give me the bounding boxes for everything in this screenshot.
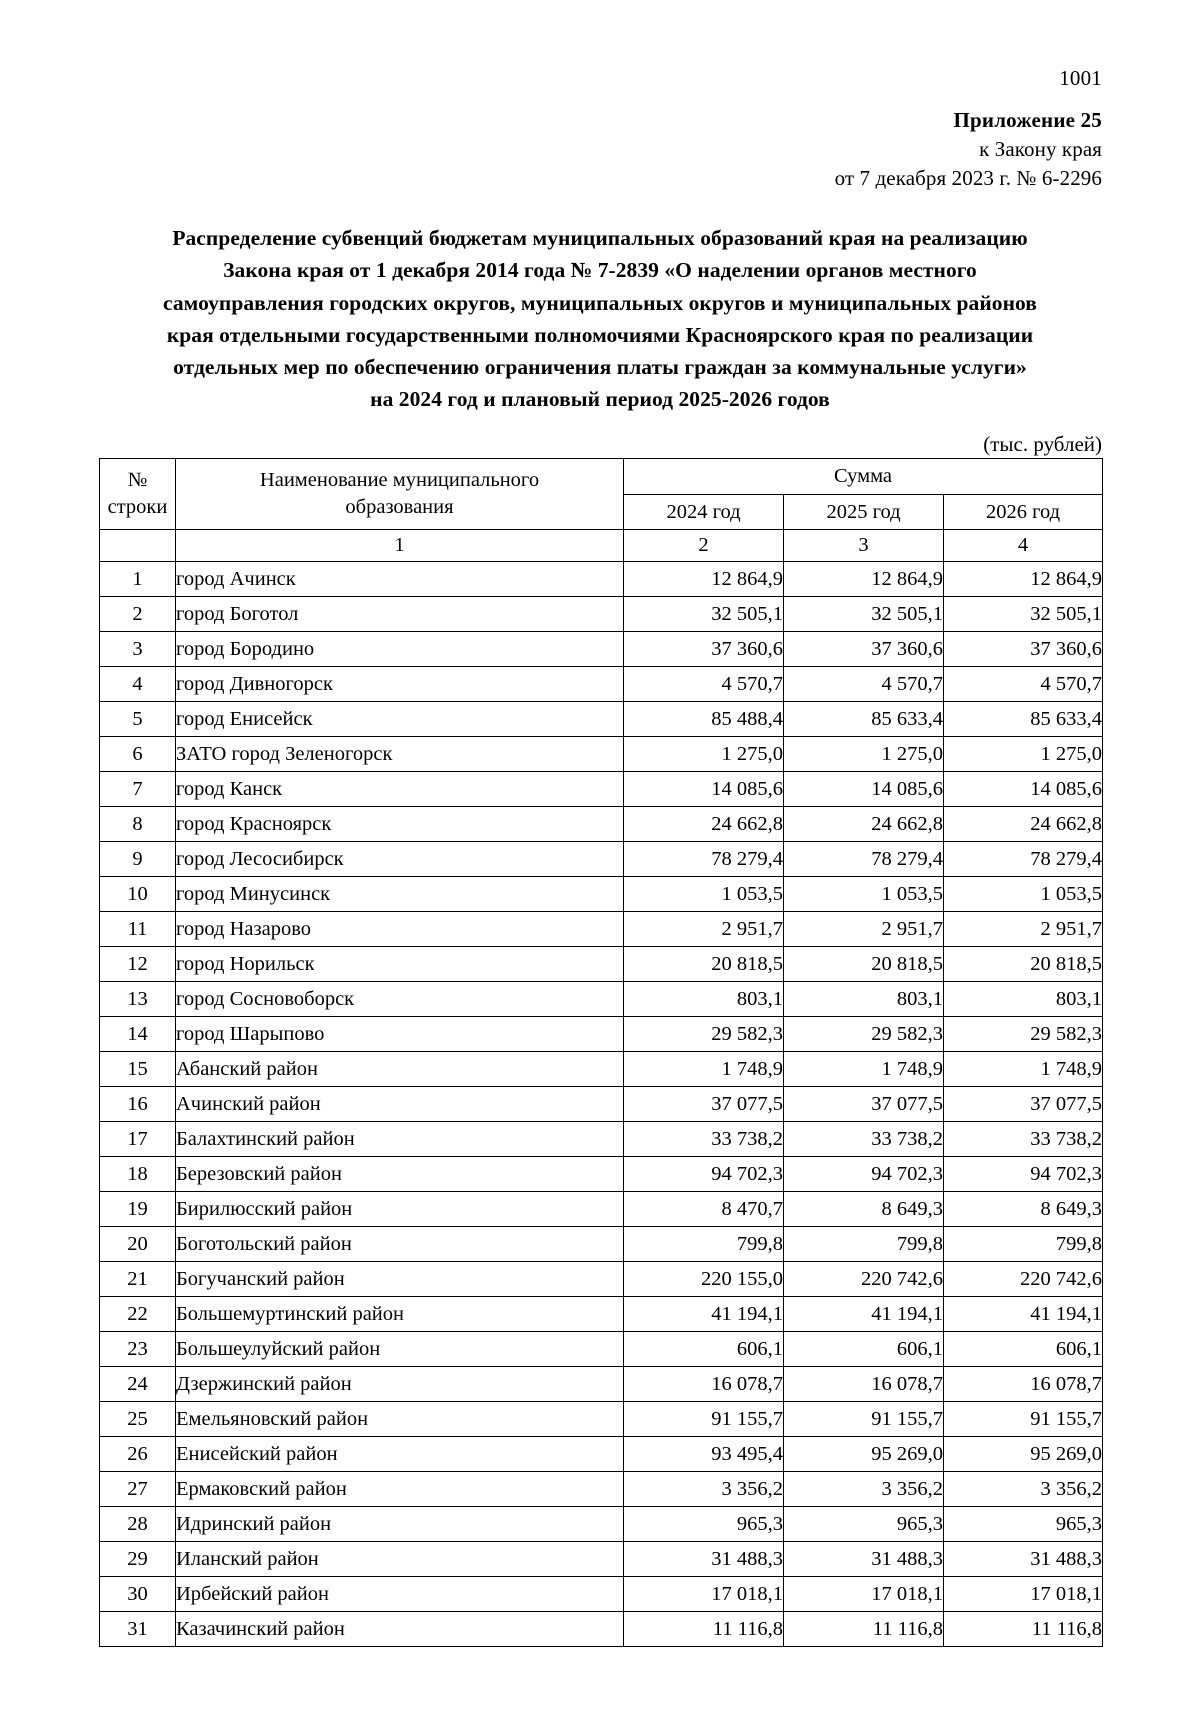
document-title-line-1: Распределение субвенций бюджетам муниципальных образований края на реализацию — [172, 226, 1028, 250]
amount-cell-2025: 14 085,6 — [784, 772, 944, 807]
table-row — [100, 1122, 1103, 1157]
row-number-cell: 28 — [100, 1507, 176, 1542]
amount-cell-2026: 1 053,5 — [944, 877, 1103, 912]
municipality-name-cell: Бирилюсский район — [176, 1192, 624, 1227]
row-number-cell: 4 — [100, 667, 176, 702]
document-title-line-5: отдельных мер по обеспечению ограничения платы граждан за коммунальные услуги» — [173, 355, 1027, 379]
amount-cell-2026: 803,1 — [944, 982, 1103, 1017]
amount-cell-2024: 4 570,7 — [624, 667, 784, 702]
amount-cell-2024: 803,1 — [624, 982, 784, 1017]
amount-cell-2025: 41 194,1 — [784, 1297, 944, 1332]
amount-cell-2026: 1 275,0 — [944, 737, 1103, 772]
municipality-name-cell: город Минусинск — [176, 877, 624, 912]
row-number-cell: 24 — [100, 1367, 176, 1402]
table-row — [100, 1542, 1103, 1577]
header-municipality-name — [176, 459, 624, 530]
table-row — [100, 597, 1103, 632]
amount-cell-2025: 85 633,4 — [784, 702, 944, 737]
table-row — [100, 702, 1103, 737]
row-number-cell: 22 — [100, 1297, 176, 1332]
header-row-number — [100, 459, 176, 530]
row-number-cell: 30 — [100, 1577, 176, 1612]
amount-cell-2025: 220 742,6 — [784, 1262, 944, 1297]
table-row — [100, 1367, 1103, 1402]
amount-cell-2024: 31 488,3 — [624, 1542, 784, 1577]
document-title-line-6: на 2024 год и плановый период 2025-2026 годов — [370, 387, 830, 412]
amount-cell-2025: 11 116,8 — [784, 1612, 944, 1647]
municipality-name-cell: Идринский район — [176, 1507, 624, 1542]
municipality-name-cell: Емельяновский район — [176, 1402, 624, 1437]
amount-cell-2026: 31 488,3 — [944, 1542, 1103, 1577]
units-note: (тыс. рублей) — [983, 432, 1102, 456]
amount-cell-2024: 8 470,7 — [624, 1192, 784, 1227]
subventions-table — [99, 458, 1103, 1647]
appendix-law-reference: к Закону края — [979, 136, 1102, 161]
amount-cell-2025: 1 053,5 — [784, 877, 944, 912]
table-row — [100, 1262, 1103, 1297]
amount-cell-2025: 37 077,5 — [784, 1087, 944, 1122]
table-head — [100, 459, 1103, 562]
municipality-name-cell: город Боготол — [176, 597, 624, 632]
row-number-cell: 10 — [100, 877, 176, 912]
appendix-title: Приложение 25 — [953, 108, 1102, 132]
table-row — [100, 1157, 1103, 1192]
amount-cell-2024: 93 495,4 — [624, 1437, 784, 1472]
row-number-cell: 31 — [100, 1612, 176, 1647]
row-number-cell: 5 — [100, 702, 176, 737]
column-number-4: 4 — [944, 530, 1103, 562]
row-number-cell: 17 — [100, 1122, 176, 1157]
column-number-3: 3 — [784, 530, 944, 562]
amount-cell-2026: 91 155,7 — [944, 1402, 1103, 1437]
header-year-2025: 2025 год — [784, 495, 944, 530]
amount-cell-2026: 8 649,3 — [944, 1192, 1103, 1227]
row-number-cell: 3 — [100, 632, 176, 667]
amount-cell-2024: 85 488,4 — [624, 702, 784, 737]
page-number: 1001 — [1059, 66, 1102, 90]
municipality-name-cell: Казачинский район — [176, 1612, 624, 1647]
table-row — [100, 562, 1103, 597]
table-row — [100, 877, 1103, 912]
table-row — [100, 1577, 1103, 1612]
amount-cell-2025: 16 078,7 — [784, 1367, 944, 1402]
municipality-name-cell: город Дивногорск — [176, 667, 624, 702]
municipality-name-cell: Дзержинский район — [176, 1367, 624, 1402]
amount-cell-2026: 1 748,9 — [944, 1052, 1103, 1087]
amount-cell-2025: 29 582,3 — [784, 1017, 944, 1052]
amount-cell-2026: 29 582,3 — [944, 1017, 1103, 1052]
amount-cell-2024: 965,3 — [624, 1507, 784, 1542]
amount-cell-2025: 12 864,9 — [784, 562, 944, 597]
amount-cell-2026: 37 360,6 — [944, 632, 1103, 667]
municipality-name-cell: Иланский район — [176, 1542, 624, 1577]
row-number-cell: 29 — [100, 1542, 176, 1577]
amount-cell-2026: 12 864,9 — [944, 562, 1103, 597]
amount-cell-2025: 33 738,2 — [784, 1122, 944, 1157]
amount-cell-2025: 31 488,3 — [784, 1542, 944, 1577]
municipality-name-cell: город Канск — [176, 772, 624, 807]
table-row — [100, 1017, 1103, 1052]
amount-cell-2024: 2 951,7 — [624, 912, 784, 947]
header-row-number-line2: строки — [107, 496, 168, 518]
table-row — [100, 1227, 1103, 1262]
amount-cell-2024: 12 864,9 — [624, 562, 784, 597]
municipality-name-cell: ЗАТО город Зеленогорск — [176, 737, 624, 772]
municipality-name-cell: Абанский район — [176, 1052, 624, 1087]
row-number-cell: 8 — [100, 807, 176, 842]
table-row — [100, 1052, 1103, 1087]
document-title-line-2: Закона края от 1 декабря 2014 года № 7-2839 «О наделении органов местного — [223, 258, 977, 283]
row-number-cell: 14 — [100, 1017, 176, 1052]
amount-cell-2026: 32 505,1 — [944, 597, 1103, 632]
table-row — [100, 1297, 1103, 1332]
amount-cell-2025: 803,1 — [784, 982, 944, 1017]
amount-cell-2024: 37 360,6 — [624, 632, 784, 667]
amount-cell-2025: 20 818,5 — [784, 947, 944, 982]
amount-cell-2024: 11 116,8 — [624, 1612, 784, 1647]
amount-cell-2024: 17 018,1 — [624, 1577, 784, 1612]
amount-cell-2026: 37 077,5 — [944, 1087, 1103, 1122]
amount-cell-2024: 3 356,2 — [624, 1472, 784, 1507]
municipality-name-cell: Ачинский район — [176, 1087, 624, 1122]
document-title — [110, 222, 1090, 416]
table-row — [100, 1612, 1103, 1647]
municipality-name-cell: Енисейский район — [176, 1437, 624, 1472]
municipality-name-cell: город Красноярск — [176, 807, 624, 842]
document-title-line-4: края отдельными государственными полномочиями Красноярского края по реализации — [166, 322, 1034, 347]
amount-cell-2024: 91 155,7 — [624, 1402, 784, 1437]
amount-cell-2026: 965,3 — [944, 1507, 1103, 1542]
table-body — [100, 562, 1103, 1647]
amount-cell-2026: 14 085,6 — [944, 772, 1103, 807]
amount-cell-2026: 606,1 — [944, 1332, 1103, 1367]
amount-cell-2026: 2 951,7 — [944, 912, 1103, 947]
table-header-row-main — [100, 459, 1103, 495]
table-row — [100, 1332, 1103, 1367]
amount-cell-2026: 20 818,5 — [944, 947, 1103, 982]
amount-cell-2025: 91 155,7 — [784, 1402, 944, 1437]
amount-cell-2026: 799,8 — [944, 1227, 1103, 1262]
amount-cell-2026: 220 742,6 — [944, 1262, 1103, 1297]
municipality-name-cell: город Норильск — [176, 947, 624, 982]
table-row — [100, 1472, 1103, 1507]
row-number-cell: 13 — [100, 982, 176, 1017]
table-row — [100, 1507, 1103, 1542]
amount-cell-2026: 16 078,7 — [944, 1367, 1103, 1402]
amount-cell-2026: 85 633,4 — [944, 702, 1103, 737]
column-number-1: 1 — [176, 530, 624, 562]
municipality-name-cell: город Енисейск — [176, 702, 624, 737]
amount-cell-2024: 16 078,7 — [624, 1367, 784, 1402]
amount-cell-2024: 32 505,1 — [624, 597, 784, 632]
municipality-name-cell: город Сосновоборск — [176, 982, 624, 1017]
row-number-cell: 25 — [100, 1402, 176, 1437]
amount-cell-2024: 14 085,6 — [624, 772, 784, 807]
row-number-cell: 6 — [100, 737, 176, 772]
row-number-cell: 9 — [100, 842, 176, 877]
amount-cell-2024: 24 662,8 — [624, 807, 784, 842]
subventions-table-wrapper — [99, 458, 1102, 1647]
amount-cell-2024: 94 702,3 — [624, 1157, 784, 1192]
column-number-2: 2 — [624, 530, 784, 562]
row-number-cell: 15 — [100, 1052, 176, 1087]
row-number-cell: 1 — [100, 562, 176, 597]
amount-cell-2024: 78 279,4 — [624, 842, 784, 877]
municipality-name-cell: Большемуртинский район — [176, 1297, 624, 1332]
table-row — [100, 1437, 1103, 1472]
table-row — [100, 1402, 1103, 1437]
amount-cell-2024: 41 194,1 — [624, 1297, 784, 1332]
amount-cell-2025: 37 360,6 — [784, 632, 944, 667]
municipality-name-cell: город Лесосибирск — [176, 842, 624, 877]
municipality-name-cell: Боготольский район — [176, 1227, 624, 1262]
amount-cell-2025: 1 275,0 — [784, 737, 944, 772]
appendix-reference-block — [835, 106, 1102, 193]
row-number-cell: 11 — [100, 912, 176, 947]
amount-cell-2025: 24 662,8 — [784, 807, 944, 842]
municipality-name-cell: Богучанский район — [176, 1262, 624, 1297]
row-number-cell: 20 — [100, 1227, 176, 1262]
row-number-cell: 16 — [100, 1087, 176, 1122]
municipality-name-cell: Ермаковский район — [176, 1472, 624, 1507]
column-number-0 — [100, 530, 176, 562]
amount-cell-2025: 1 748,9 — [784, 1052, 944, 1087]
amount-cell-2025: 2 951,7 — [784, 912, 944, 947]
amount-cell-2024: 799,8 — [624, 1227, 784, 1262]
table-row — [100, 982, 1103, 1017]
amount-cell-2026: 41 194,1 — [944, 1297, 1103, 1332]
amount-cell-2024: 29 582,3 — [624, 1017, 784, 1052]
amount-cell-2025: 94 702,3 — [784, 1157, 944, 1192]
header-municipality-name-line2: образования — [345, 496, 454, 518]
row-number-cell: 26 — [100, 1437, 176, 1472]
municipality-name-cell: Березовский район — [176, 1157, 624, 1192]
appendix-law-date-number: от 7 декабря 2023 г. № 6-2296 — [834, 165, 1102, 190]
municipality-name-cell: Большеулуйский район — [176, 1332, 624, 1367]
table-row — [100, 772, 1103, 807]
municipality-name-cell: Балахтинский район — [176, 1122, 624, 1157]
table-row — [100, 632, 1103, 667]
amount-cell-2025: 4 570,7 — [784, 667, 944, 702]
amount-cell-2024: 20 818,5 — [624, 947, 784, 982]
table-row — [100, 1192, 1103, 1227]
amount-cell-2025: 17 018,1 — [784, 1577, 944, 1612]
row-number-cell: 2 — [100, 597, 176, 632]
municipality-name-cell: город Шарыпово — [176, 1017, 624, 1052]
amount-cell-2025: 78 279,4 — [784, 842, 944, 877]
header-sum-group: Сумма — [624, 459, 1103, 495]
amount-cell-2024: 220 155,0 — [624, 1262, 784, 1297]
amount-cell-2025: 965,3 — [784, 1507, 944, 1542]
table-row — [100, 737, 1103, 772]
amount-cell-2024: 1 748,9 — [624, 1052, 784, 1087]
amount-cell-2025: 8 649,3 — [784, 1192, 944, 1227]
table-row — [100, 667, 1103, 702]
row-number-cell: 12 — [100, 947, 176, 982]
row-number-cell: 7 — [100, 772, 176, 807]
amount-cell-2025: 95 269,0 — [784, 1437, 944, 1472]
table-row — [100, 1087, 1103, 1122]
header-year-2026: 2026 год — [944, 495, 1103, 530]
municipality-name-cell: Ирбейский район — [176, 1577, 624, 1612]
row-number-cell: 19 — [100, 1192, 176, 1227]
header-municipality-name-line1: Наименование муниципального — [259, 469, 540, 492]
row-number-cell: 23 — [100, 1332, 176, 1367]
amount-cell-2024: 1 053,5 — [624, 877, 784, 912]
amount-cell-2025: 32 505,1 — [784, 597, 944, 632]
table-row — [100, 912, 1103, 947]
municipality-name-cell: город Назарово — [176, 912, 624, 947]
table-row — [100, 947, 1103, 982]
header-year-2024: 2024 год — [624, 495, 784, 530]
amount-cell-2025: 3 356,2 — [784, 1472, 944, 1507]
amount-cell-2026: 11 116,8 — [944, 1612, 1103, 1647]
amount-cell-2024: 37 077,5 — [624, 1087, 784, 1122]
amount-cell-2025: 606,1 — [784, 1332, 944, 1367]
municipality-name-cell: город Ачинск — [176, 562, 624, 597]
amount-cell-2026: 78 279,4 — [944, 842, 1103, 877]
amount-cell-2026: 24 662,8 — [944, 807, 1103, 842]
row-number-cell: 18 — [100, 1157, 176, 1192]
table-column-number-row — [100, 530, 1103, 562]
row-number-cell: 21 — [100, 1262, 176, 1297]
amount-cell-2024: 1 275,0 — [624, 737, 784, 772]
amount-cell-2026: 17 018,1 — [944, 1577, 1103, 1612]
table-row — [100, 842, 1103, 877]
amount-cell-2024: 606,1 — [624, 1332, 784, 1367]
municipality-name-cell: город Бородино — [176, 632, 624, 667]
amount-cell-2026: 95 269,0 — [944, 1437, 1103, 1472]
table-row — [100, 807, 1103, 842]
header-row-number-line1: № — [127, 469, 148, 492]
amount-cell-2026: 33 738,2 — [944, 1122, 1103, 1157]
amount-cell-2026: 4 570,7 — [944, 667, 1103, 702]
amount-cell-2026: 94 702,3 — [944, 1157, 1103, 1192]
amount-cell-2024: 33 738,2 — [624, 1122, 784, 1157]
row-number-cell: 27 — [100, 1472, 176, 1507]
amount-cell-2025: 799,8 — [784, 1227, 944, 1262]
amount-cell-2026: 3 356,2 — [944, 1472, 1103, 1507]
document-title-line-3: самоуправления городских округов, муниципальных округов и муниципальных районов — [163, 290, 1037, 315]
